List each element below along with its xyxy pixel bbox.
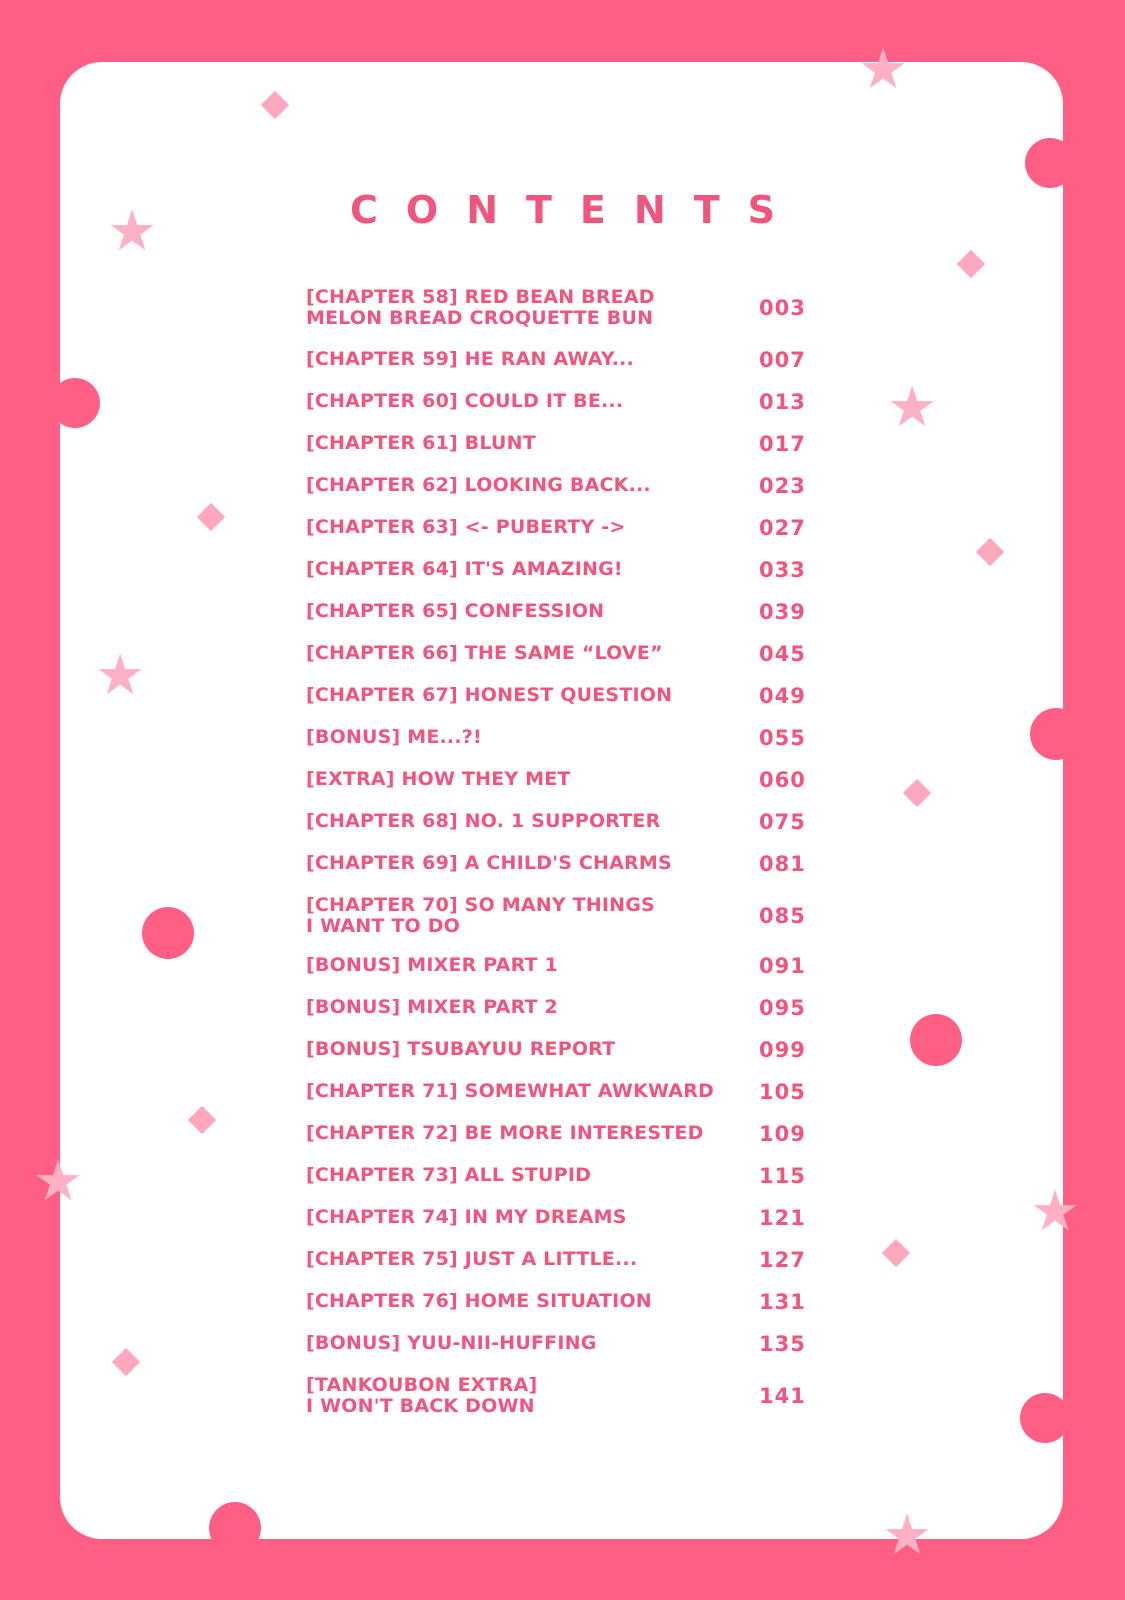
page-number: 013 [759,389,806,414]
decor-circle [50,378,100,428]
chapter-title: [CHAPTER 69] A CHILD'S CHARMS [306,852,672,874]
toc-entry [306,895,826,937]
toc-entry [306,727,826,748]
page-number: 135 [759,1331,806,1356]
toc-entry [306,391,826,412]
toc-entry [306,1165,826,1186]
chapter-title: [CHAPTER 75] JUST A LITTLE... [306,1248,638,1270]
toc-entry [306,1249,826,1270]
page-number: 023 [759,473,806,498]
chapter-title: [CHAPTER 61] BLUNT [306,432,536,454]
toc-entry [306,955,826,976]
chapter-title: [CHAPTER 70] SO MANY THINGS I WANT TO DO [306,894,655,937]
page-number: 115 [759,1163,806,1188]
page-number: 081 [759,851,806,876]
toc-entry [306,433,826,454]
toc-entry [306,1291,826,1312]
page-number: 055 [759,725,806,750]
toc-entry [306,1039,826,1060]
toc-entry [306,559,826,580]
page-number: 017 [759,431,806,456]
chapter-title: [CHAPTER 74] IN MY DREAMS [306,1206,627,1228]
page-number: 085 [759,904,806,928]
page-number: 007 [759,347,806,372]
decor-circle [142,907,194,959]
chapter-title: [CHAPTER 71] SOMEWHAT AWKWARD [306,1080,715,1102]
toc-entry [306,811,826,832]
page-number: 131 [759,1289,806,1314]
chapter-title: [BONUS] YUU-NII-HUFFING [306,1332,597,1354]
chapter-title: [CHAPTER 66] THE SAME “LOVE” [306,642,663,664]
toc-entry [306,1207,826,1228]
page-number: 127 [759,1247,806,1272]
toc-entry [306,1081,826,1102]
chapter-title: [BONUS] MIXER PART 2 [306,996,558,1018]
page-number: 095 [759,995,806,1020]
decor-circle [1025,138,1075,188]
toc-entry [306,769,826,790]
chapter-title: [CHAPTER 73] ALL STUPID [306,1164,592,1186]
star-icon: ★ [887,375,938,440]
page-number: 045 [759,641,806,666]
chapter-title: [BONUS] ME...?! [306,726,482,748]
decor-circle [1020,1393,1070,1443]
star-icon: ★ [858,37,909,102]
star-icon: ★ [1030,1179,1081,1244]
toc-entry [306,287,826,329]
page-number: 141 [759,1384,806,1408]
chapter-title: [TANKOUBON EXTRA] I WON'T BACK DOWN [306,1374,538,1417]
decor-circle [910,1014,962,1066]
page-number: 075 [759,809,806,834]
page-number: 039 [759,599,806,624]
chapter-title: [EXTRA] HOW THEY MET [306,768,571,790]
toc-entry [306,517,826,538]
chapter-title: [BONUS] MIXER PART 1 [306,954,558,976]
chapter-title: [CHAPTER 76] HOME SITUATION [306,1290,652,1312]
chapter-title: [CHAPTER 58] RED BEAN BREAD MELON BREAD CROQUETTE BUN [306,286,655,329]
toc-entry [306,1333,826,1354]
page-number: 049 [759,683,806,708]
chapter-title: [CHAPTER 63] <- PUBERTY -> [306,516,626,538]
star-icon: ★ [882,1503,933,1568]
chapter-title: [CHAPTER 67] HONEST QUESTION [306,684,673,706]
toc-entry [306,601,826,622]
toc-entry [306,349,826,370]
page-number: 091 [759,953,806,978]
page-number: 099 [759,1037,806,1062]
page-number: 003 [759,296,806,320]
page-number: 121 [759,1205,806,1230]
star-icon: ★ [95,643,146,708]
star-icon: ★ [33,1149,84,1214]
decor-circle [1030,708,1082,760]
chapter-title: [CHAPTER 59] HE RAN AWAY... [306,348,634,370]
toc-entry [306,1375,826,1417]
page-number: 060 [759,767,806,792]
page-number: 105 [759,1079,806,1104]
chapter-title: [CHAPTER 60] COULD IT BE... [306,390,624,412]
toc-entry [306,475,826,496]
page-number: 033 [759,557,806,582]
page-title: CONTENTS [350,188,803,232]
star-icon: ★ [107,199,158,264]
chapter-title: [CHAPTER 62] LOOKING BACK... [306,474,651,496]
toc-entry [306,997,826,1018]
toc-entry [306,685,826,706]
chapter-title: [CHAPTER 64] IT'S AMAZING! [306,558,623,580]
toc-entry [306,853,826,874]
toc-entry [306,643,826,664]
decor-circle [209,1502,261,1554]
page-number: 109 [759,1121,806,1146]
chapter-title: [CHAPTER 72] BE MORE INTERESTED [306,1122,704,1144]
chapter-title: [CHAPTER 68] NO. 1 SUPPORTER [306,810,661,832]
page-number: 027 [759,515,806,540]
toc-entry [306,1123,826,1144]
chapter-title: [BONUS] TSUBAYUU REPORT [306,1038,616,1060]
chapter-title: [CHAPTER 65] CONFESSION [306,600,605,622]
